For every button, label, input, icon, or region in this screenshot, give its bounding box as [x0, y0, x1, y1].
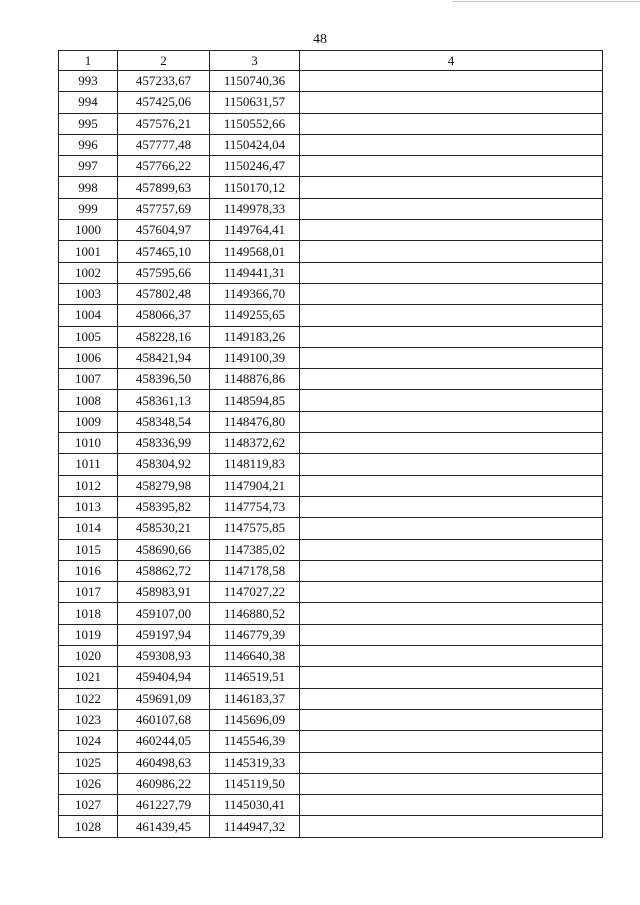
note-cell: [300, 241, 603, 262]
y-coordinate-cell: 1150740,36: [210, 71, 300, 92]
point-number-cell: 997: [59, 156, 118, 177]
x-coordinate-cell: 457604,97: [118, 220, 210, 241]
x-coordinate-cell: 458395,82: [118, 496, 210, 517]
table-row: [59, 795, 603, 816]
point-number-cell: 1023: [59, 709, 118, 730]
note-cell: [300, 220, 603, 241]
column-header-4: 4: [300, 51, 603, 71]
y-coordinate-cell: 1145319,33: [210, 752, 300, 773]
point-number-cell: 994: [59, 92, 118, 113]
y-coordinate-cell: 1145546,39: [210, 731, 300, 752]
point-number-cell: 1013: [59, 496, 118, 517]
column-header-3: 3: [210, 51, 300, 71]
table-row: [59, 560, 603, 581]
note-cell: [300, 560, 603, 581]
x-coordinate-cell: 461439,45: [118, 816, 210, 837]
y-coordinate-cell: 1145696,09: [210, 709, 300, 730]
point-number-cell: 999: [59, 198, 118, 219]
point-number-cell: 1012: [59, 475, 118, 496]
y-coordinate-cell: 1146519,51: [210, 667, 300, 688]
x-coordinate-cell: 458336,99: [118, 433, 210, 454]
note-cell: [300, 92, 603, 113]
point-number-cell: 1028: [59, 816, 118, 837]
note-cell: [300, 539, 603, 560]
table-row: [59, 305, 603, 326]
table-row: [59, 816, 603, 837]
table-row: [59, 454, 603, 475]
y-coordinate-cell: 1149100,39: [210, 347, 300, 368]
table-row: [59, 731, 603, 752]
point-number-cell: 996: [59, 134, 118, 155]
y-coordinate-cell: 1149366,70: [210, 283, 300, 304]
point-number-cell: 1020: [59, 646, 118, 667]
note-cell: [300, 262, 603, 283]
y-coordinate-cell: 1146779,39: [210, 624, 300, 645]
table-header-row: [59, 51, 603, 71]
y-coordinate-cell: 1147178,58: [210, 560, 300, 581]
table-row: [59, 582, 603, 603]
point-number-cell: 1007: [59, 369, 118, 390]
y-coordinate-cell: 1146640,38: [210, 646, 300, 667]
point-number-cell: 995: [59, 113, 118, 134]
table-row: [59, 262, 603, 283]
x-coordinate-cell: 458396,50: [118, 369, 210, 390]
note-cell: [300, 709, 603, 730]
table-row: [59, 177, 603, 198]
x-coordinate-cell: 458421,94: [118, 347, 210, 368]
table-row: [59, 369, 603, 390]
table-row: [59, 347, 603, 368]
note-cell: [300, 496, 603, 517]
point-number-cell: 1015: [59, 539, 118, 560]
note-cell: [300, 156, 603, 177]
point-number-cell: 1001: [59, 241, 118, 262]
point-number-cell: 1022: [59, 688, 118, 709]
table-row: [59, 475, 603, 496]
x-coordinate-cell: 460107,68: [118, 709, 210, 730]
note-cell: [300, 795, 603, 816]
y-coordinate-cell: 1147385,02: [210, 539, 300, 560]
x-coordinate-cell: 458361,13: [118, 390, 210, 411]
note-cell: [300, 582, 603, 603]
point-number-cell: 1003: [59, 283, 118, 304]
y-coordinate-cell: 1149978,33: [210, 198, 300, 219]
y-coordinate-cell: 1149764,41: [210, 220, 300, 241]
note-cell: [300, 305, 603, 326]
note-cell: [300, 688, 603, 709]
point-number-cell: 1011: [59, 454, 118, 475]
table-row: [59, 220, 603, 241]
table-row: [59, 539, 603, 560]
x-coordinate-cell: 458066,37: [118, 305, 210, 326]
y-coordinate-cell: 1148476,80: [210, 411, 300, 432]
note-cell: [300, 603, 603, 624]
x-coordinate-cell: 458862,72: [118, 560, 210, 581]
x-coordinate-cell: 458530,21: [118, 518, 210, 539]
note-cell: [300, 283, 603, 304]
y-coordinate-cell: 1148119,83: [210, 454, 300, 475]
x-coordinate-cell: 459107,00: [118, 603, 210, 624]
table-row: [59, 92, 603, 113]
x-coordinate-cell: 457757,69: [118, 198, 210, 219]
y-coordinate-cell: 1146880,52: [210, 603, 300, 624]
y-coordinate-cell: 1147575,85: [210, 518, 300, 539]
x-coordinate-cell: 457777,48: [118, 134, 210, 155]
table-row: [59, 433, 603, 454]
y-coordinate-cell: 1149255,65: [210, 305, 300, 326]
y-coordinate-cell: 1150246,47: [210, 156, 300, 177]
note-cell: [300, 475, 603, 496]
y-coordinate-cell: 1145030,41: [210, 795, 300, 816]
note-cell: [300, 177, 603, 198]
point-number-cell: 1017: [59, 582, 118, 603]
note-cell: [300, 369, 603, 390]
y-coordinate-cell: 1149568,01: [210, 241, 300, 262]
x-coordinate-cell: 460986,22: [118, 773, 210, 794]
point-number-cell: 1008: [59, 390, 118, 411]
x-coordinate-cell: 458348,54: [118, 411, 210, 432]
column-header-2: 2: [118, 51, 210, 71]
note-cell: [300, 816, 603, 837]
y-coordinate-cell: 1150631,57: [210, 92, 300, 113]
y-coordinate-cell: 1148372,62: [210, 433, 300, 454]
note-cell: [300, 646, 603, 667]
point-number-cell: 1021: [59, 667, 118, 688]
table-row: [59, 390, 603, 411]
y-coordinate-cell: 1146183,37: [210, 688, 300, 709]
x-coordinate-cell: 457425,06: [118, 92, 210, 113]
point-number-cell: 1016: [59, 560, 118, 581]
table-row: [59, 198, 603, 219]
table-row: [59, 496, 603, 517]
x-coordinate-cell: 457465,10: [118, 241, 210, 262]
point-number-cell: 1005: [59, 326, 118, 347]
x-coordinate-cell: 459404,94: [118, 667, 210, 688]
note-cell: [300, 731, 603, 752]
point-number-cell: 998: [59, 177, 118, 198]
point-number-cell: 1010: [59, 433, 118, 454]
x-coordinate-cell: 457233,67: [118, 71, 210, 92]
y-coordinate-cell: 1147754,73: [210, 496, 300, 517]
note-cell: [300, 326, 603, 347]
x-coordinate-cell: 457576,21: [118, 113, 210, 134]
y-coordinate-cell: 1150424,04: [210, 134, 300, 155]
point-number-cell: 1019: [59, 624, 118, 645]
point-number-cell: 993: [59, 71, 118, 92]
table-row: [59, 326, 603, 347]
note-cell: [300, 411, 603, 432]
x-coordinate-cell: 457899,63: [118, 177, 210, 198]
point-number-cell: 1025: [59, 752, 118, 773]
point-number-cell: 1009: [59, 411, 118, 432]
point-number-cell: 1000: [59, 220, 118, 241]
point-number-cell: 1026: [59, 773, 118, 794]
table-row: [59, 156, 603, 177]
note-cell: [300, 113, 603, 134]
table-row: [59, 134, 603, 155]
table-row: [59, 71, 603, 92]
point-number-cell: 1006: [59, 347, 118, 368]
y-coordinate-cell: 1150170,12: [210, 177, 300, 198]
x-coordinate-cell: 459308,93: [118, 646, 210, 667]
x-coordinate-cell: 459197,94: [118, 624, 210, 645]
y-coordinate-cell: 1150552,66: [210, 113, 300, 134]
note-cell: [300, 773, 603, 794]
table-row: [59, 518, 603, 539]
x-coordinate-cell: 458228,16: [118, 326, 210, 347]
point-number-cell: 1024: [59, 731, 118, 752]
coordinates-table: [58, 50, 603, 838]
note-cell: [300, 198, 603, 219]
x-coordinate-cell: 460244,05: [118, 731, 210, 752]
note-cell: [300, 433, 603, 454]
x-coordinate-cell: 458983,91: [118, 582, 210, 603]
note-cell: [300, 390, 603, 411]
y-coordinate-cell: 1148594,85: [210, 390, 300, 411]
x-coordinate-cell: 457766,22: [118, 156, 210, 177]
table-body: [59, 71, 603, 838]
table-row: [59, 709, 603, 730]
note-cell: [300, 71, 603, 92]
y-coordinate-cell: 1148876,86: [210, 369, 300, 390]
note-cell: [300, 347, 603, 368]
note-cell: [300, 752, 603, 773]
table-row: [59, 113, 603, 134]
y-coordinate-cell: 1149441,31: [210, 262, 300, 283]
page-number: 48: [313, 32, 327, 47]
point-number-cell: 1004: [59, 305, 118, 326]
table-row: [59, 241, 603, 262]
table-row: [59, 688, 603, 709]
table-row: [59, 752, 603, 773]
y-coordinate-cell: 1149183,26: [210, 326, 300, 347]
table-row: [59, 283, 603, 304]
page-edge-line: [452, 1, 640, 2]
y-coordinate-cell: 1145119,50: [210, 773, 300, 794]
table-row: [59, 603, 603, 624]
table-row: [59, 646, 603, 667]
table-row: [59, 411, 603, 432]
y-coordinate-cell: 1144947,32: [210, 816, 300, 837]
y-coordinate-cell: 1147904,21: [210, 475, 300, 496]
x-coordinate-cell: 458279,98: [118, 475, 210, 496]
point-number-cell: 1027: [59, 795, 118, 816]
y-coordinate-cell: 1147027,22: [210, 582, 300, 603]
table-row: [59, 667, 603, 688]
x-coordinate-cell: 458304,92: [118, 454, 210, 475]
note-cell: [300, 667, 603, 688]
note-cell: [300, 134, 603, 155]
point-number-cell: 1014: [59, 518, 118, 539]
table-row: [59, 773, 603, 794]
point-number-cell: 1002: [59, 262, 118, 283]
table-row: [59, 624, 603, 645]
note-cell: [300, 518, 603, 539]
point-number-cell: 1018: [59, 603, 118, 624]
x-coordinate-cell: 457802,48: [118, 283, 210, 304]
x-coordinate-cell: 460498,63: [118, 752, 210, 773]
note-cell: [300, 454, 603, 475]
x-coordinate-cell: 459691,09: [118, 688, 210, 709]
x-coordinate-cell: 458690,66: [118, 539, 210, 560]
column-header-1: 1: [59, 51, 118, 71]
note-cell: [300, 624, 603, 645]
x-coordinate-cell: 461227,79: [118, 795, 210, 816]
x-coordinate-cell: 457595,66: [118, 262, 210, 283]
